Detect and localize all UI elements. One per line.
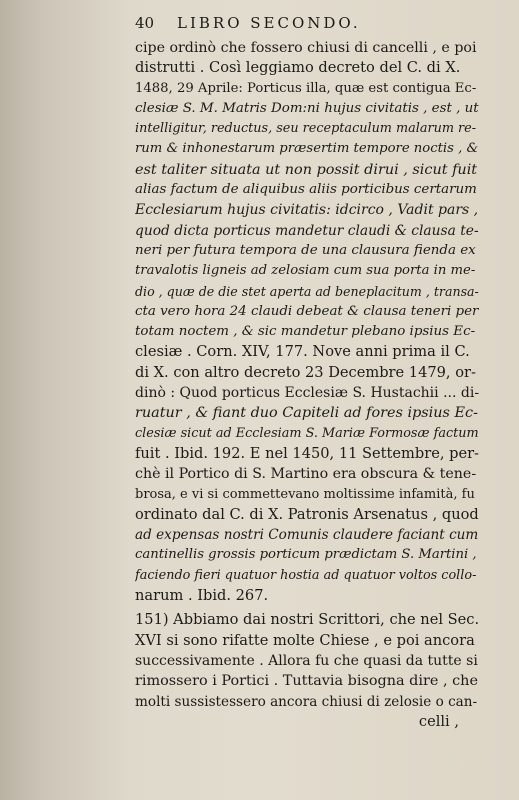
text-line: cipe ordinò che fossero chiusi di cancelli , e poi [135,40,477,56]
text-line: 1488, 29 Aprile: Porticus illa, quæ est contigua Ec- [135,80,477,96]
text-line: travalotis ligneis ad zelosiam cum sua porta in me- [135,263,476,279]
text-line: dinò : Quod porticus Ecclesiæ S. Hustachii ... di- [135,385,479,402]
text-line: cantinellis grossis porticum prædictam S. Martini , [135,547,477,563]
page-header [135,14,479,36]
text-line: Ecclesiarum hujus civitatis: idcirco , Vadit pars , [135,202,479,219]
text-line: narum . Ibid. 267. [135,587,269,605]
body-text [135,38,479,732]
footnote-line: 151) Abbiamo dai nostri Scrittori, che nel Sec. [135,611,479,629]
text-line: rum & inhonestarum præsertim tempore noctis , & [135,141,479,157]
text-line: molti sussistessero ancora chiusi di zelosie o can- [135,693,478,710]
text-line: alias factum de aliquibus aliis porticibus certarum [135,182,477,198]
text-line: neri per futura tempora de una clausura fienda ex [135,242,476,258]
text-line: est taliter situata ut non possit dirui , sicut fuit [135,161,478,178]
text-line: dio , quæ de die stet aperta ad beneplacitum , transa- [135,283,479,299]
text-line: fuit . Ibid. 192. E nel 1450, 11 Settembre, per- [135,444,479,462]
text-line: ad expensas nostri Comunis claudere faciant cum [135,527,479,544]
text-line: clesiæ S. M. Matris Dom:ni hujus civitatis , est , ut [135,100,479,116]
page-number: 40 [135,14,155,32]
text-line: quod dicta porticus mandetur claudi & clausa te- [135,222,479,239]
text-line: rimossero i Portici . Tuttavia bisogna dire , che [135,673,478,690]
text-line: intelligitur, reductus, seu receptaculum malarum re- [135,121,477,137]
text-line: clesiæ sicut ad Ecclesiam S. Mariæ Formosæ factum [135,425,479,441]
text-line: ordinato dal C. di X. Patronis Arsenatus , quod [135,505,479,523]
text-line: cta vero hora 24 claudi debeat & clausa teneri per [135,303,479,319]
text-line: totam noctem , & sic mandetur plebano ipsius Ec- [135,324,476,340]
text-line: brosa, e vi si commettevano moltissime infamità, fu [135,486,475,502]
text-line: XVI si sono rifatte molte Chiese , e poi ancora [135,631,475,649]
text-line: distrutti . Così leggiamo decreto del C. di X. [135,59,461,77]
page-gutter-shadow [0,0,130,800]
text-line: di X. con altro decreto 23 Decembre 1479, or- [135,363,476,381]
text-line: successivamente . Allora fu che quasi da tutte si [135,652,478,669]
text-line: ruatur , & fiant duo Capiteli ad fores ipsius Ec- [135,405,478,422]
text-line: faciendo fieri quatuor hostia ad quatuor voltos collo- [135,567,477,583]
text-line: celli , [418,712,459,730]
text-line: chè il Portico di S. Martino era obscura & tene- [135,466,477,483]
running-title: LIBRO SECONDO. [177,14,361,32]
text-line: clesiæ . Corn. XIV, 177. Nove anni prima il C. [135,343,470,361]
